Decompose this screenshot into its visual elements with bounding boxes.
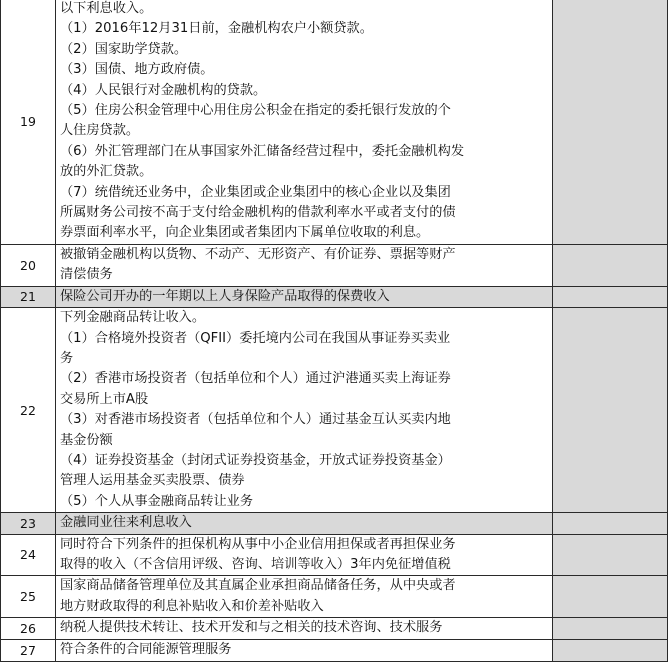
content-line: （2）香港市场投资者（包括单位和个人）通过沪港通买卖上海证券: [60, 371, 451, 387]
content-line: 所属财务公司按不高于支付给金融机构的借款利率水平或者支付的债: [60, 205, 456, 221]
content-line: 下列金融商品转让收入。: [60, 310, 206, 326]
row-number-cell: 24: [1, 534, 56, 576]
row-number-cell: 22: [1, 308, 56, 513]
table-row: [1, 534, 668, 576]
content-line: （2）国家助学贷款。: [60, 41, 188, 57]
content-line: 基金份额: [60, 432, 113, 448]
table-row: [1, 618, 668, 639]
content-line: （5）住房公积金管理中心用住房公积金在指定的委托银行发放的个: [60, 103, 451, 119]
content-line: 同时符合下列条件的担保机构从事中小企业信用担保或者再担保业务: [60, 536, 456, 552]
content-line: （1）2016年12月31日前，金融机构农户小额贷款。: [60, 21, 373, 37]
table-row: [1, 244, 668, 286]
content-line: 被撤销金融机构以货物、不动产、无形资产、有价证券、票据等财产: [60, 246, 456, 262]
content-line: 券票面利率水平，向企业集团或者集团内下属单位收取的利息。: [60, 225, 430, 241]
content-line: 取得的收入（不含信用评级、咨询、培训等收入）3年内免征增值税: [60, 556, 451, 572]
content-line: （4）证券投资基金（封闭式证券投资基金，开放式证券投资基金）: [60, 452, 451, 468]
row-content-cell: [56, 639, 553, 661]
row-number-cell: 23: [1, 513, 56, 534]
side-blank-cell: [553, 308, 668, 513]
side-blank-cell: [553, 513, 668, 534]
side-blank-cell: [553, 639, 668, 661]
content-line: 纳税人提供技术转让、技术开发和与之相关的技术咨询、技术服务: [60, 620, 443, 636]
content-line: （7）统借统还业务中，企业集团或企业集团中的核心企业以及集团: [60, 184, 451, 200]
row-number-cell: 26: [1, 618, 56, 639]
table-row: [1, 576, 668, 618]
row-content-cell: [56, 286, 553, 307]
table-row: [1, 0, 668, 244]
side-blank-cell: [553, 534, 668, 576]
content-line: 管理人运用基金买卖股票、债券: [60, 473, 245, 489]
row-content-cell: [56, 534, 553, 576]
table-row: [1, 286, 668, 307]
content-line: 符合条件的合同能源管理服务: [60, 641, 232, 657]
table-body: [1, 0, 668, 661]
table-row: [1, 639, 668, 661]
side-blank-cell: [553, 0, 668, 244]
content-line: 地方财政取得的利息补贴收入和价差补贴收入: [60, 598, 324, 614]
row-content-cell: [56, 0, 553, 244]
content-line: （5）个人从事金融商品转让业务: [60, 493, 254, 509]
row-number-cell: 25: [1, 576, 56, 618]
content-line: 清偿债务: [60, 267, 113, 283]
content-line: （4）人民银行对金融机构的贷款。: [60, 82, 267, 98]
content-line: 务: [60, 350, 74, 366]
content-line: 人住房贷款。: [60, 123, 140, 139]
table-row: [1, 513, 668, 534]
row-content-cell: [56, 576, 553, 618]
table-row: [1, 308, 668, 513]
content-line: 国家商品储备管理单位及其直属企业承担商品储备任务，从中央或者: [60, 578, 456, 594]
content-line: 金融同业往来利息收入: [60, 515, 192, 531]
content-line: （3）国债、地方政府债。: [60, 62, 214, 78]
content-line: 放的外汇贷款。: [60, 164, 153, 180]
row-content-cell: [56, 513, 553, 534]
row-content-cell: [56, 618, 553, 639]
row-number-cell: 19: [1, 0, 56, 244]
content-line: 保险公司开办的一年期以上人身保险产品取得的保费收入: [60, 288, 390, 304]
side-blank-cell: [553, 576, 668, 618]
side-blank-cell: [553, 286, 668, 307]
row-content-cell: [56, 244, 553, 286]
content-line: （6）外汇管理部门在从事国家外汇储备经营过程中，委托金融机构发: [60, 143, 465, 159]
side-blank-cell: [553, 244, 668, 286]
row-content-cell: [56, 308, 553, 513]
side-blank-cell: [553, 618, 668, 639]
row-number-cell: 20: [1, 244, 56, 286]
content-line: （1）合格境外投资者（QFII）委托境内公司在我国从事证券买卖业: [60, 330, 451, 346]
content-line: （3）对香港市场投资者（包括单位和个人）通过基金互认买卖内地: [60, 412, 451, 428]
row-number-cell: 21: [1, 286, 56, 307]
content-line: 交易所上市A股: [60, 391, 149, 407]
content-line: 以下利息收入。: [60, 1, 153, 16]
row-number-cell: 27: [1, 639, 56, 661]
